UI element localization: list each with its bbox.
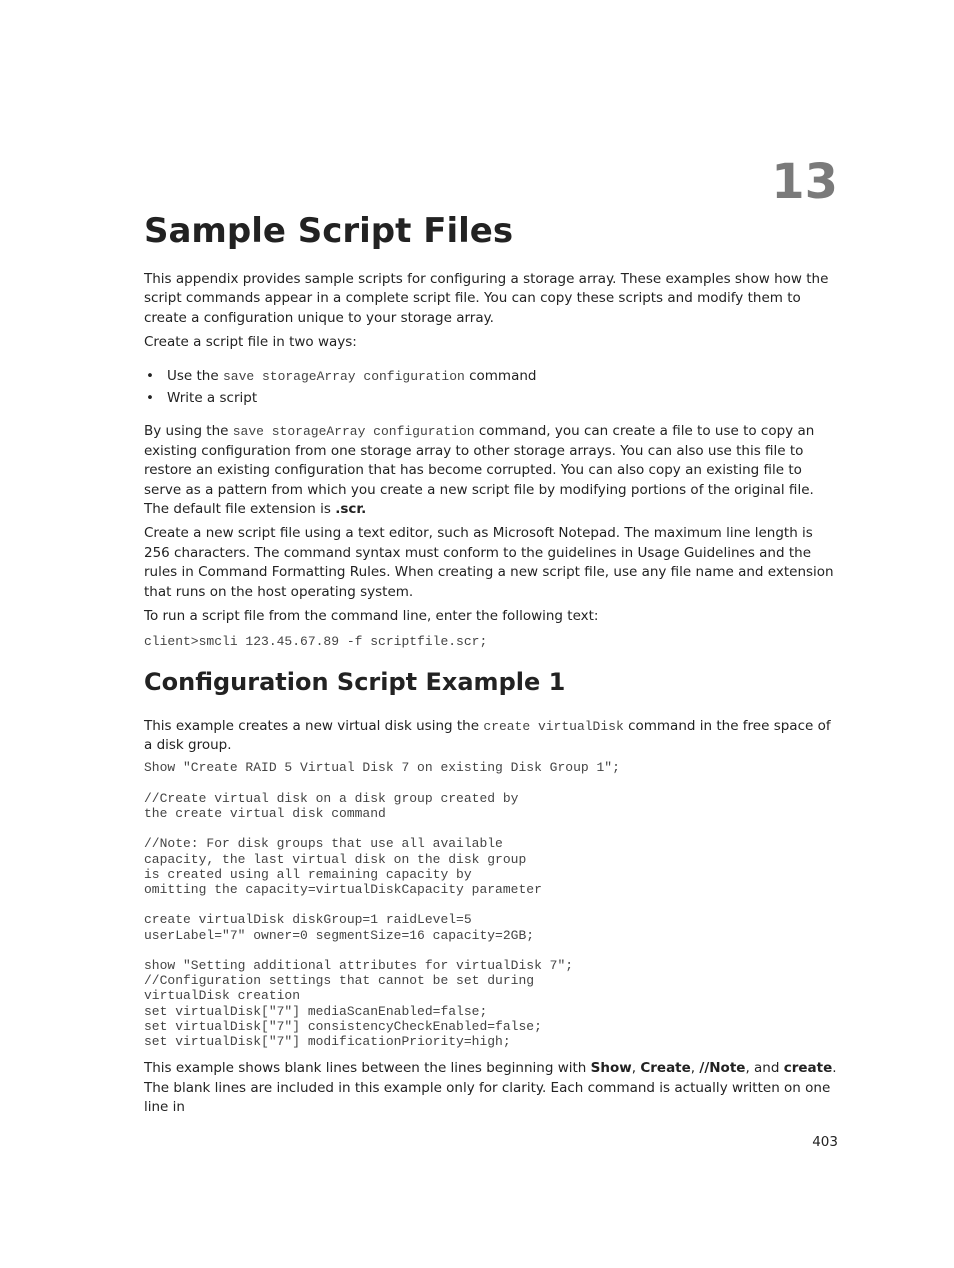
chapter-number: 13 — [771, 154, 838, 210]
section-closing: This example shows blank lines between the lines beginning with Show, Create, //Note, and create. The blank lines are included in this example only for clarity. Each command is actually written on one line in — [144, 1060, 837, 1115]
inline-code: save storageArray configuration — [232, 424, 475, 440]
save-config-paragraph: By using the save storageArray configuration command, you can create a file to use to copy an existing configuration from one storage array to other storage arrays. You can also use this file to restore an existing configuration that has become corrupted. You can also copy an existing file to serve as a pattern from which you create a new script file by modifying portions of the original file. The default file extension is .scr. — [144, 423, 815, 518]
page-number: 403 — [812, 1134, 838, 1150]
chapter-title: Sample Script Files — [144, 211, 514, 251]
command-line-example: client>smcli 123.45.67.89 -f scriptfile.scr; — [144, 633, 488, 649]
script-code-block: Show "Create RAID 5 Virtual Disk 7 on existing Disk Group 1"; //Create virtual disk on a disk group created by the create virtual disk command //Note: For disk groups that use all available capacity, the last virtual disk on the disk group is created using all remaining capacity by omitting the capacity=virtualDiskCapacity parameter create virtualDisk diskGroup=1 raidLevel=5 userLabel="7" owner=0 segmentSize=16 capacity=2GB; show "Setting additional attributes for virtualDisk 7"; //Configuration settings that cannot be set during virtualDisk creation set virtualDisk["7"] mediaScanEnabled=false; set virtualDisk["7"] consistencyCheckEnabled=false; set virtualDisk["7"] modificationPriority=high; — [144, 760, 620, 1049]
list-item: • Use the save storageArray configuration command — [144, 367, 840, 386]
inline-code: save storageArray configuration — [222, 368, 465, 384]
page-content — [144, 270, 840, 1122]
file-extension: .scr. — [335, 501, 367, 518]
ways-list — [144, 367, 840, 409]
run-script-paragraph: To run a script file from the command line, enter the following text: — [144, 608, 599, 625]
intro-paragraph: This appendix provides sample scripts for configuring a storage array. These examples show how the script commands appear in a complete script file. You can copy these scripts and modify them to create a configuration unique to your storage array. — [144, 271, 829, 326]
section-intro: This example creates a new virtual disk using the create virtualDisk command in the free space of a disk group. — [144, 717, 831, 753]
section-title: Configuration Script Example 1 — [144, 667, 566, 696]
new-script-paragraph: Create a new script file using a text editor, such as Microsoft Notepad. The maximum line length is 256 characters. The command syntax must conform to the guidelines in Usage Guidelines and the rules in Command Formatting Rules. When creating a new script file, use any file name and extension that runs on the host operating system. — [144, 525, 834, 600]
inline-code: create virtualDisk — [483, 718, 624, 734]
list-item: • Write a script — [144, 389, 840, 408]
intro-ways-lead: Create a script file in two ways: — [144, 334, 357, 351]
